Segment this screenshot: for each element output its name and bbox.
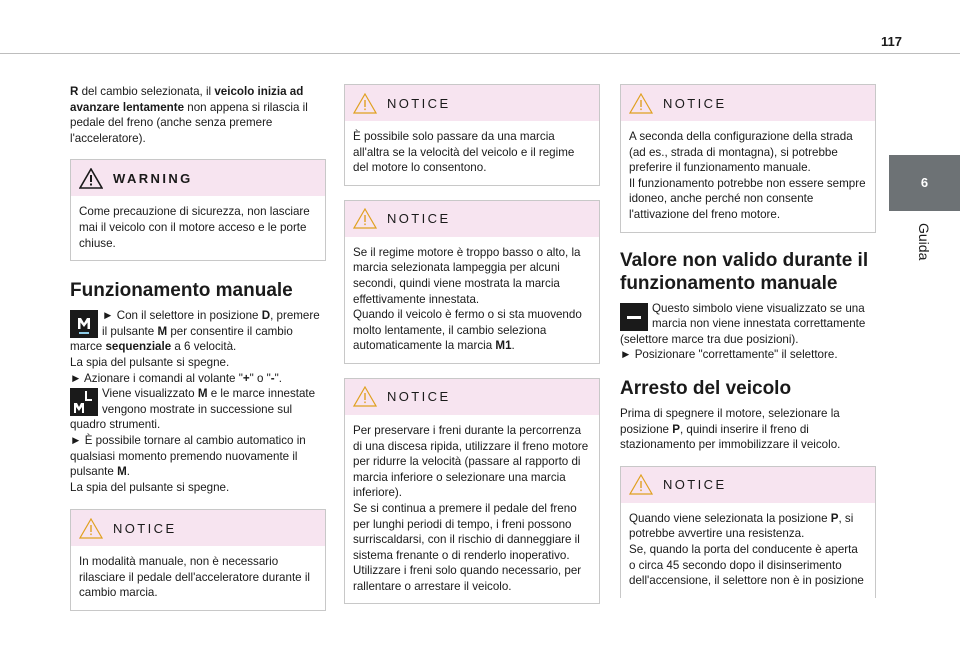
notice-body: Il funzionamento potrebbe non essere sempre idoneo, anche perché non consente l'attivazione del freno motore. — [629, 176, 866, 221]
warning-title: WARNING — [113, 170, 193, 186]
manual-mode-paragraph-4: Viene visualizzato M e le marce innestate vengono mostrate in successione sul quadro strumenti. — [70, 387, 316, 432]
notice-triangle-icon — [353, 386, 377, 407]
column-3 — [620, 84, 876, 598]
notice-triangle-icon — [629, 474, 653, 495]
notice-body: Quando il veicolo è fermo o si sta muovendo molto lentamente, il cambio seleziona automaticamente la marcia M1. — [353, 308, 582, 353]
notice-box — [620, 466, 876, 598]
stopping-paragraph: Prima di spegnere il motore, selezionare la posizione P, quindi inserire il freno di stazionamento per immobilizzare il veicolo. — [620, 406, 841, 452]
notice-title: NOTICE — [663, 95, 727, 111]
notice-body: È possibile solo passare da una marcia all'altra se la velocità del veicolo e il regime del motore lo consentono. — [353, 130, 575, 175]
notice-body: Utilizzare i freni solo quando necessario, per rallentare o arrestare il veicolo. — [353, 564, 582, 593]
notice-box — [620, 84, 876, 233]
notice-header — [621, 85, 875, 121]
heading-invalid-value: Valore non valido durante il funzionamento manuale — [620, 249, 869, 294]
manual-mode-paragraph-1: ► Con il selettore in posizione D, premere il pulsante M per consentire il cambio marce sequenziale a 6 velocità. — [70, 309, 320, 354]
notice-body: Se si continua a premere il pedale del freno per lunghi periodi di tempo, i freni possono surriscaldarsi, con il rischio di danneggiare il sistema frenante o di renderlo inoperativo. — [353, 501, 580, 562]
notice-title: NOTICE — [663, 477, 727, 493]
chapter-tab[interactable]: 6 — [889, 155, 960, 211]
notice-header — [621, 467, 875, 503]
page-number: 117 — [881, 34, 902, 49]
manual-mode-paragraph-6: La spia del pulsante si spegne. — [70, 480, 230, 494]
notice-header — [345, 85, 599, 121]
notice-title: NOTICE — [387, 211, 451, 227]
header-rule — [0, 53, 960, 54]
invalid-gear-icon — [620, 303, 648, 331]
notice-box — [70, 509, 326, 611]
notice-header — [71, 510, 325, 546]
heading-manual-mode: Funzionamento manuale — [70, 280, 293, 302]
warning-triangle-icon — [79, 168, 103, 189]
heading-stopping: Arresto del veicolo — [620, 377, 792, 399]
invalid-value-paragraph: Questo simbolo viene visualizzato se una marcia non viene innestata correttamente (selettore marce tra due posizioni). — [620, 301, 866, 346]
notice-body: Se il regime motore è troppo basso o alto, la marcia selezionata lampeggia per alcuni secondi, quindi viene mostrata la marcia effettivamente innestata. — [353, 245, 581, 306]
notice-body: Quando viene selezionata la posizione P, si potrebbe avvertire una resistenza. — [629, 511, 854, 541]
chapter-label: Guida — [916, 223, 932, 261]
notice-triangle-icon — [79, 518, 103, 539]
notice-title: NOTICE — [387, 95, 451, 111]
notice-body: In modalità manuale, non è necessario rilasciare il pedale dell'acceleratore durante il cambio marcia. — [79, 555, 310, 600]
column-1 — [70, 84, 326, 611]
warning-body: Come precauzione di sicurezza, non lasciare mai il veicolo con il motore acceso e le porte chiuse. — [79, 205, 310, 250]
notice-triangle-icon — [353, 93, 377, 114]
manual-mode-paragraph-3: ► Azionare i comandi al volante "+" o "-". — [70, 371, 282, 385]
notice-title: NOTICE — [113, 520, 177, 536]
manual-mode-paragraph-2: La spia del pulsante si spegne. — [70, 355, 230, 369]
column-2 — [344, 84, 600, 604]
intro-paragraph: R del cambio selezionata, il veicolo inizia ad avanzare lentamente non appena si rilascia il pedale del freno (anche senza premere l'acceleratore). — [70, 85, 308, 145]
notice-box — [344, 84, 600, 186]
notice-box — [344, 378, 600, 605]
manual-mode-paragraph-5: ► È possibile tornare al cambio automatico in qualsiasi momento premendo nuovamente il pulsante M. — [70, 433, 306, 479]
invalid-value-instruction: ► Posizionare "correttamente" il selettore. — [620, 348, 838, 362]
gear-display-icon — [70, 388, 98, 416]
notice-header — [345, 379, 599, 415]
notice-header — [345, 201, 599, 237]
notice-body: Per preservare i freni durante la percorrenza di una discesa ripida, utilizzare il freno motore per ridurre la velocità (passare al rapporto di marcia inferiore o selezionare una marcia inferiore). — [353, 423, 589, 500]
notice-triangle-icon — [629, 93, 653, 114]
manual-button-icon — [70, 310, 98, 338]
notice-title: NOTICE — [387, 389, 451, 405]
notice-triangle-icon — [353, 208, 377, 229]
notice-body: A seconda della configurazione della strada (ad es., strada di montagna), si potrebbe preferire il funzionamento manuale. — [629, 130, 853, 175]
warning-header — [71, 160, 325, 196]
warning-box — [70, 159, 326, 261]
notice-body: Se, quando la porta del conducente è aperta o circa 45 secondo dopo il disinserimento dell'accensione, il selettore non è in posizione — [629, 542, 864, 588]
notice-box — [344, 200, 600, 364]
